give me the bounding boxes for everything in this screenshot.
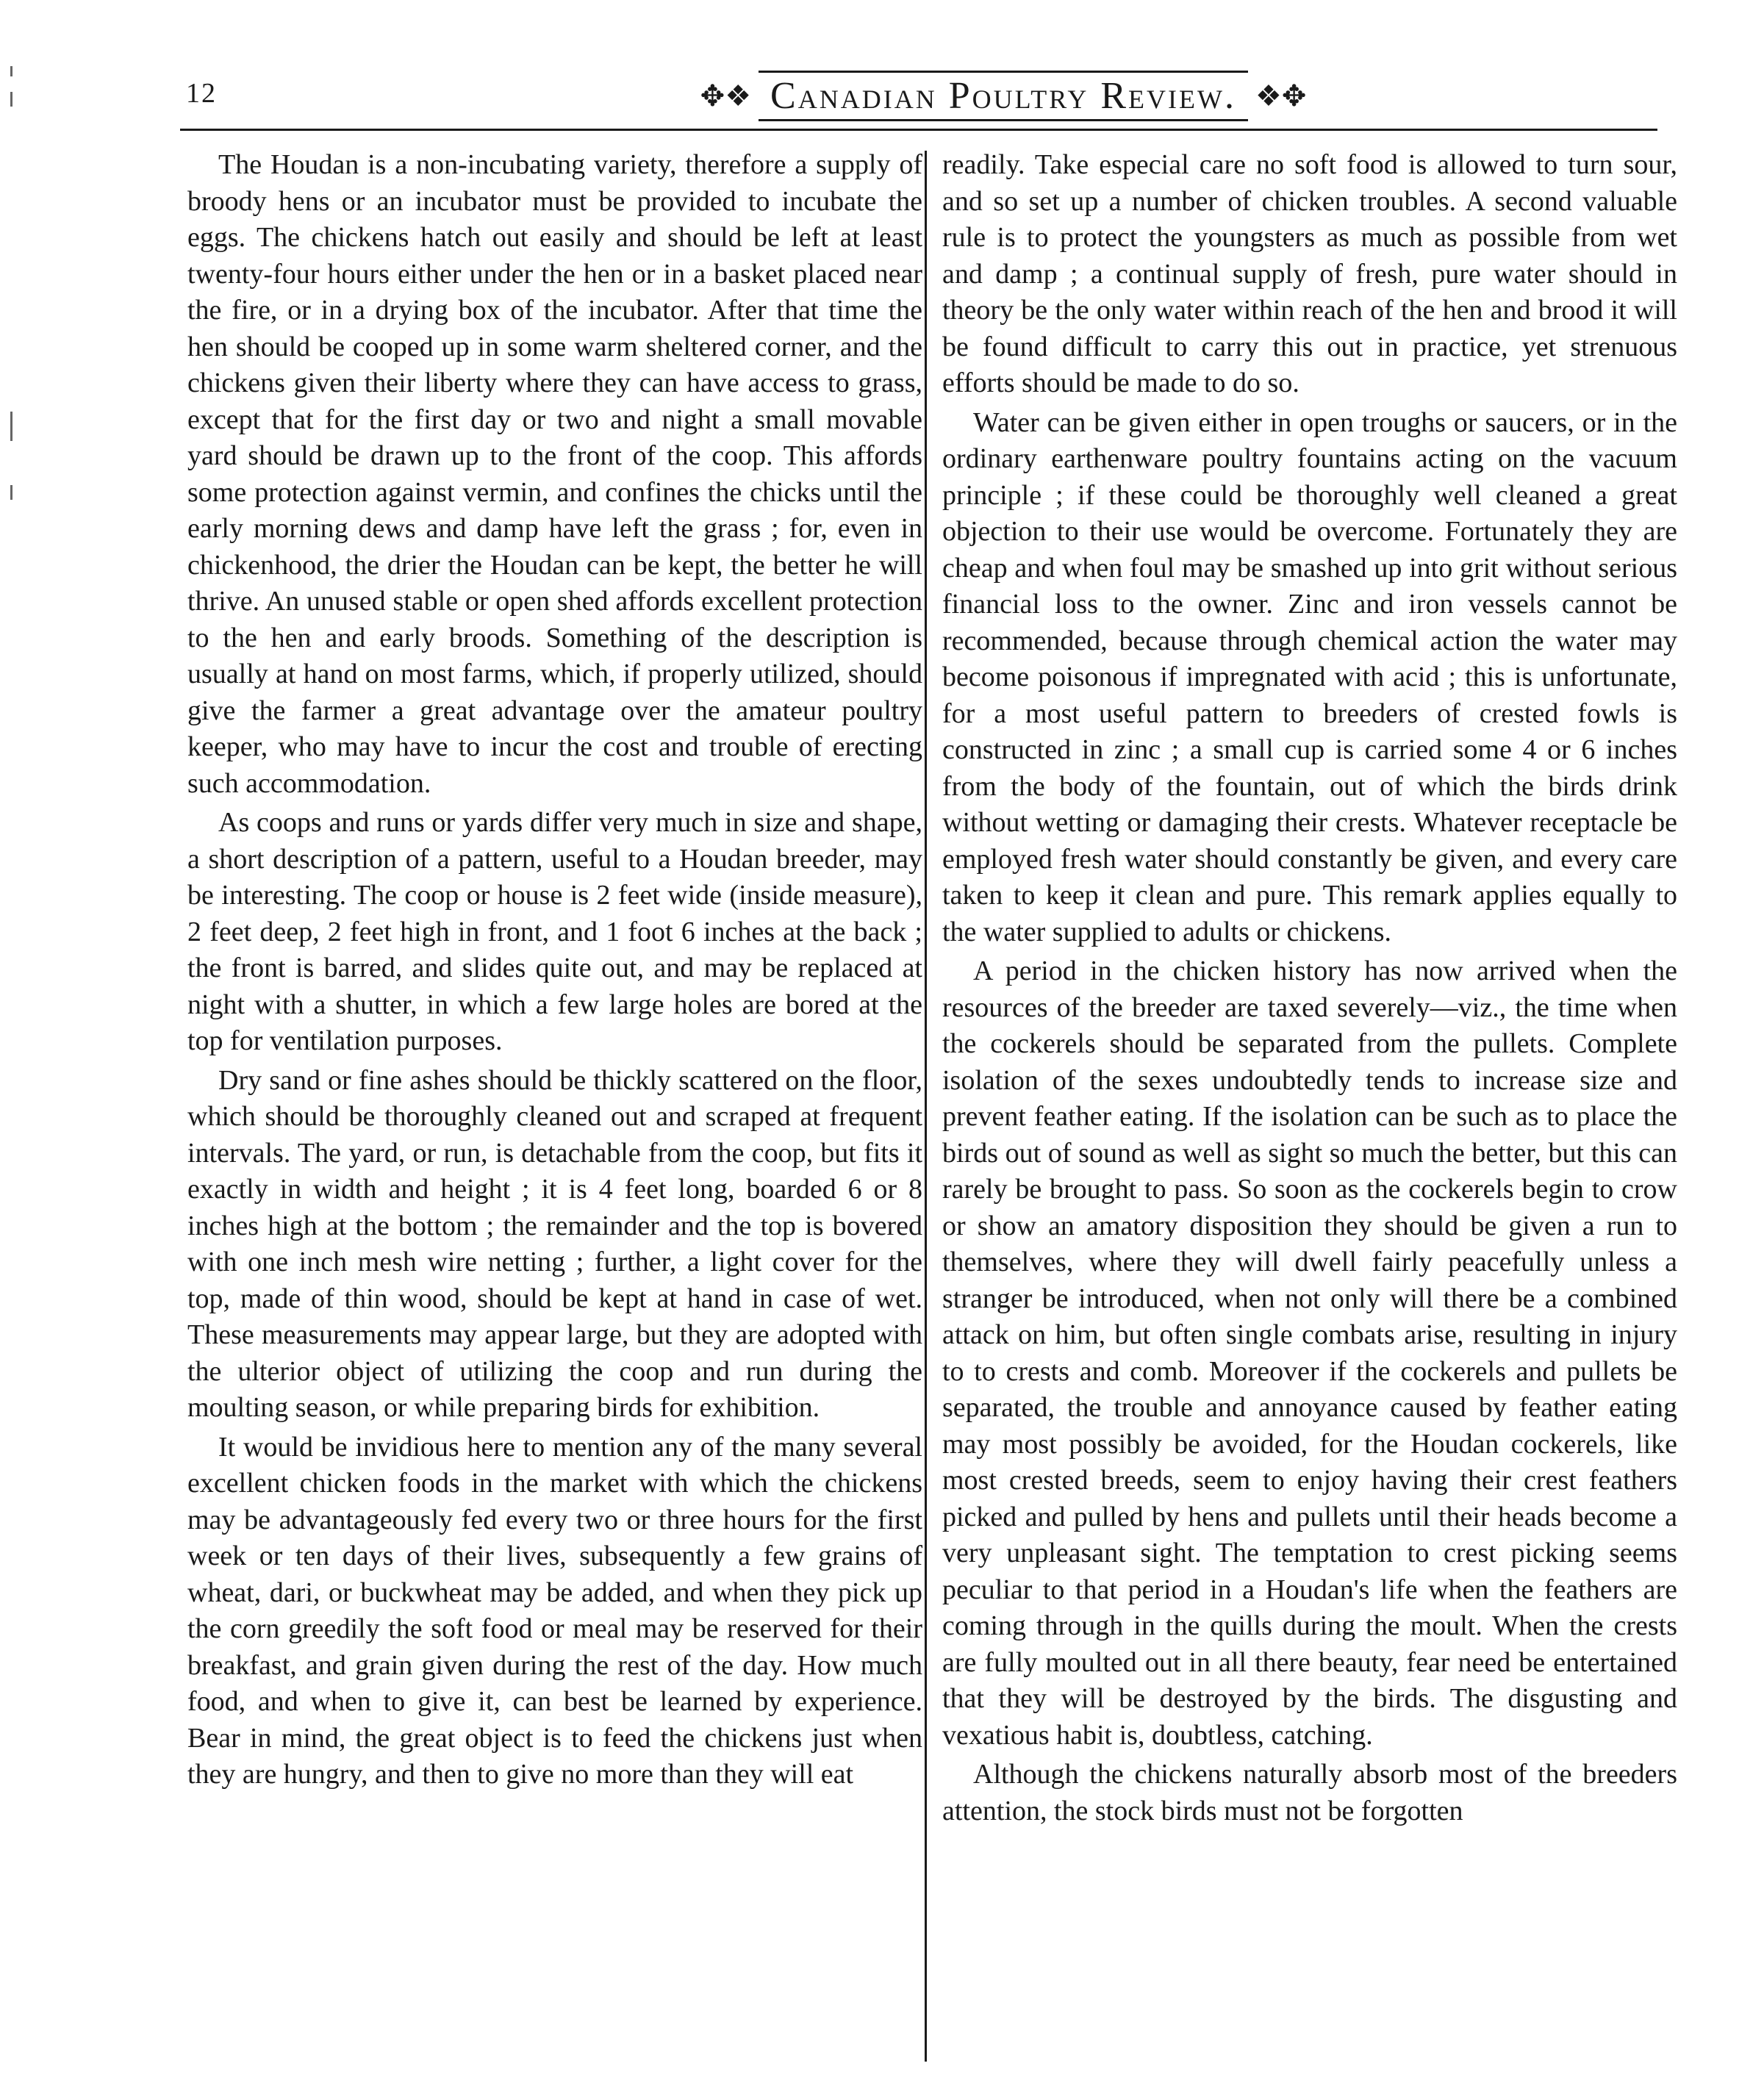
paragraph-continued: readily. Take especial care no soft food is allowed to turn sour, and so set up a number of chicken troubles. A second valuable rule is to protect the youngsters as much as possible from wet and damp ; a continual supply of fresh, pure water should in theory be the only water within reach of the hen and brood it will be found difficult to carry this out in practice, yet strenuous efforts should be made to do so. bbox=[942, 149, 1677, 398]
ornament-icon: ❖✥ bbox=[1255, 79, 1307, 112]
paragraph: A period in the chicken history has now arrived when the resources of the breeder are taxed severely—viz., the time when the cockerels should be separated from the pullets. Complete isolation of the sexes undoubtedly tends to increase size and prevent feather eating. If the isolation can be such as to place the birds out of sound as well as sight so much the better, but this can rarely be brought to pass. So soon as the cockerels begin to crow or show an amatory disposition they should be given a run to themselves, where they will dwell fairly peacefully unless a stranger be introduced, when not only will there be a combined attack on him, but often single combats arise, resulting in injury to to crests and comb. Moreover if the cockerels and pullets be separated, the trouble and annoyance caused by feather eating may most possibly be avoided, for the Houdan cockerels, like most crested breeds, seem to enjoy having their crest feathers picked and pulled by hens and pullets until their heads become a very unpleasant sight. The temptation to crest picking seems peculiar to that period in a Houdan's life when the feathers are coming through in the quills during the moult. When the crests are fully moulted out in all there beauty, fear need be entertained that they will be destroyed by the birds. The disgusting and vexatious habit is, doubtless, catching. bbox=[942, 955, 1677, 1751]
margin-mark bbox=[10, 92, 12, 107]
ornament-icon: ✥❖ bbox=[700, 79, 752, 112]
masthead bbox=[643, 62, 1363, 129]
column-divider bbox=[925, 151, 927, 2062]
paragraph: It would be invidious here to mention any of the many several excellent chicken foods in the market with which the chickens may be advantageously fed every two or three hours for the first week or ten days of their lives, subsequently a few grains of wheat, dari, or buckwheat may be added, and when they pick up the corn greedily the soft food or meal may be reserved for their breakfast, and grain given during the rest of the day. How much food, and when to give it, can best be learned by experience. Bear in mind, the great object is to feed the chickens just when they are hungry, and then to give no more than they will eat bbox=[187, 1431, 922, 1790]
page-number: 12 bbox=[186, 78, 217, 109]
page-header bbox=[180, 62, 1657, 129]
left-column bbox=[187, 147, 922, 1796]
margin-mark bbox=[10, 412, 12, 441]
right-column bbox=[942, 147, 1677, 1832]
header-rule bbox=[180, 129, 1657, 131]
margin-mark bbox=[10, 66, 12, 76]
paragraph: Although the chickens naturally absorb most of the breeders attention, the stock birds must not be forgotten bbox=[942, 1759, 1677, 1826]
paragraph: As coops and runs or yards differ very much in size and shape, a short description of a pattern, useful to a Houdan breeder, may be interesting. The coop or house is 2 feet wide (inside measure), 2 feet deep, 2 feet high in front, and 1 foot 6 inches at the back ; the front is barred, and slides quite out, and may be replaced at night with a shutter, in which a few large holes are bored at the top for ventilation purposes. bbox=[187, 807, 922, 1056]
masthead-title: Canadian Poultry Review. bbox=[759, 71, 1248, 121]
paragraph: Dry sand or fine ashes should be thickly scattered on the floor, which should be thoroughly cleaned out and scraped at frequent intervals. The yard, or run, is detachable from the coop, but fits it exactly in width and height ; it is 4 feet long, boarded 6 or 8 inches high at the bottom ; the remainder and the top is bovered with one inch mesh wire netting ; further, a light cover for the top, made of thin wood, should be kept at hand in case of wet. These measurements may appear large, but they are adopted with the ulterior object of utilizing the coop and run during the moulting season, or while preparing birds for exhibition. bbox=[187, 1064, 922, 1423]
paragraph: Water can be given either in open troughs or saucers, or in the ordinary earthenware poultry fountains acting on the vacuum principle ; if these could be thoroughly well cleaned a great objection to their use would be overcome. Fortunately they are cheap and when foul may be smashed up into grit without serious financial loss to the owner. Zinc and iron vessels cannot be recommended, because through chemical action the water may become poisonous if impregnated with acid ; this is unfortunate, for a most useful pattern to breeders of crested fowls is constructed in zinc ; a small cup is carried some 4 or 6 inches from the body of the fountain, out of which the birds drink without wetting or damaging their crests. Whatever receptacle be employed fresh water should constantly be given, and every care taken to keep it clean and pure. This remark applies equally to the water supplied to adults or chickens. bbox=[942, 406, 1677, 947]
paragraph: The Houdan is a non-incubating variety, therefore a supply of broody hens or an incubator must be provided to incubate the eggs. The chickens hatch out easily and should be left at least twenty-four hours either under the hen or in a basket placed near the fire, or in a drying box of the incubator. After that time the hen should be cooped up in some warm sheltered corner, and the chickens given their liberty where they can have access to grass, except that for the first day or two and night a small movable yard should be drawn up to the front of the coop. This affords some protection against vermin, and confines the chicks until the early morning dews and damp have left the grass ; for, even in chickenhood, the drier the Houdan can be kept, the better he will thrive. An unused stable or open shed affords excellent protection to the hen and early broods. Something of the description is usually at hand on most farms, which, if properly utilized, should give the farmer a great advantage over the amateur poultry keeper, who may have to incur the cost and trouble of erecting such accommodation. bbox=[187, 149, 922, 799]
margin-mark bbox=[10, 485, 12, 500]
